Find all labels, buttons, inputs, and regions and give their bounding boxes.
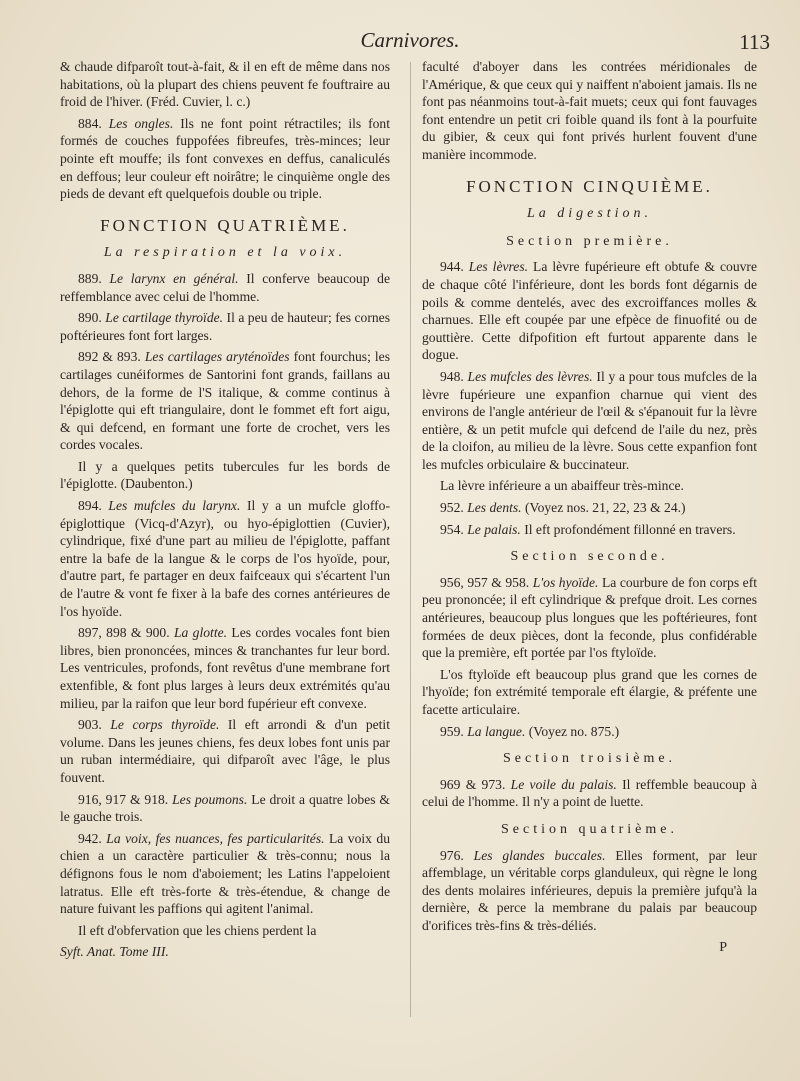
paragraph-976 xyxy=(422,847,757,935)
paragraph-956 xyxy=(422,574,757,662)
para-text: Il eft profondément fillonné en travers. xyxy=(520,521,736,537)
para-title: La langue. xyxy=(467,723,526,739)
para-text: Il eft arrondi & d'un petit volume. Dans les jeunes chiens, fes deux lobes font unis par un ruban intermédiaire, qui difparoît avec l'âge, le plus fouvent. xyxy=(60,717,390,785)
para-number: 892 & 893. xyxy=(78,349,141,365)
para-number: 884. xyxy=(78,115,102,131)
para-number: 969 & 973. xyxy=(440,776,506,792)
para-title: Les cartilages aryténoïdes xyxy=(144,349,290,365)
paragraph: Il y a quelques petits tubercules fur les bords de l'épiglotte. (Daubenton.) xyxy=(60,458,390,492)
para-title: Le palais. xyxy=(467,521,521,537)
para-number: 956, 957 & 958. xyxy=(440,574,530,590)
para-number: 959. xyxy=(440,723,464,739)
para-text: La lèvre fupérieure eft obtufe & couvre de chaque côté l'inférieure, dont les bords font dégarnis de poils & comme dentelés, avec des excroiffances molles & charnues. Elle eft coupée par une efpèce de finuofité ou de gouttière. Cette difpofition eft furtout apparente dans le dogue. xyxy=(422,259,757,363)
para-title: Les poumons. xyxy=(172,791,248,807)
para-text: La courbure de fon corps eft peu prononcée; il eft cylindrique & prefque droit. Les cornes antérieures, beaucoup plus longues que les poftérieures, font formées de deux pièces, dont la feconde, plus confidérable que la première, eft portée par l'os ftyloïde. xyxy=(422,574,757,661)
para-number: 948. xyxy=(440,368,464,384)
section-subheading: La respiration et la voix. xyxy=(103,245,347,261)
para-number: 916, 917 & 918. xyxy=(78,791,169,807)
paragraph: faculté d'aboyer dans les contrées méridionales de l'Amérique, & que ceux qui y naiffent n'aboient jamais. Ils ne font pas néanmoins tout-à-fait muets; ceux qui font fauvages font entendre un petit cri foible quand ils font à la pourfuite du gibier, & ceux qui font privés hurlent fouvent d'une manière incommode. xyxy=(422,59,757,162)
paragraph-903 xyxy=(60,716,390,786)
para-number: 952. xyxy=(440,500,464,516)
paragraph-889 xyxy=(60,270,390,305)
para-number: 897, 898 & 900. xyxy=(78,625,170,641)
signature-mark: P xyxy=(719,939,727,955)
para-text: Elles forment, par leur affemblage, un véritable corps glanduleux, qui règne le long des dents molaires inférieures, depuis la première jufqu'à la dernière, & perce la membrane du palais par beaucoup d'orifices très-fins & très-déliés. xyxy=(422,847,757,933)
para-title: La glotte. xyxy=(173,625,228,641)
para-number: 894. xyxy=(78,498,102,514)
para-title: Les lèvres. xyxy=(468,259,529,275)
paragraph-959 xyxy=(422,723,757,741)
left-column xyxy=(60,58,390,965)
section-heading: FONCTION CINQUIÈME. xyxy=(466,176,713,196)
paragraph: & chaude difparoît tout-à-fait, & il en eft de même dans nos habitations, où la plupart des chiens peuvent fe fouftraire au froid de l'hiver. (Fréd. Cuvier, l. c.) xyxy=(60,59,390,110)
page-number: 113 xyxy=(739,30,770,54)
para-number: 889. xyxy=(78,270,102,286)
paragraph-948 xyxy=(422,368,757,474)
paragraph-897 xyxy=(60,624,390,712)
para-number: 942. xyxy=(78,830,102,846)
paragraph-884 xyxy=(60,115,390,203)
page-header xyxy=(60,18,770,58)
paragraph-942 xyxy=(60,830,390,918)
subsection-heading: Section seconde. xyxy=(510,549,669,565)
paragraph-954 xyxy=(422,521,757,539)
para-title: Le voile du palais. xyxy=(510,776,617,792)
para-number: 976. xyxy=(440,847,464,863)
subsection-heading: Section quatrième. xyxy=(501,821,678,837)
para-title: Les mufcles des lèvres. xyxy=(467,368,593,384)
para-text: font fourchus; les cartilages cunéiformes de Santorini font grands, faillans au dehors, de la forme de l'S italique, & comme continus à l'épiglotte qui eft triangulaire, dont le fommet eft fort aigu, & qui defcend, en formant une forte de crochet, vers les cordes vocales. xyxy=(60,349,390,453)
para-text: (Voyez no. 875.) xyxy=(525,723,620,739)
subsection-heading: Section troisième. xyxy=(502,751,677,767)
section-subheading: La digestion. xyxy=(526,206,653,222)
para-text: La voix du chien a un caractère particulier & très-connu; nous la défignons fous le nom d'aboiement; les Latins l'appeloient latratus. Elle eft très-forte & très-étendue, & change de nature fuivant les paffions qui agitent l'animal. xyxy=(60,830,390,917)
para-text: Il reffemble beaucoup à celui de l'homme. Il n'y a point de luette. xyxy=(422,776,757,810)
para-text: Ils ne font point rétractiles; ils font formés de couches fuppofées fibreufes, très-minces; leur pointe eft mouffe; ils font convexes en deffus, canaliculés en deffous; leur couleur eft noirâtre; le cinquième ongle des pieds de devant eft quelquefois double ou triple. xyxy=(60,115,390,202)
para-number: 903. xyxy=(78,717,102,733)
footer-signature: Syft. Anat. Tome III. xyxy=(60,944,169,960)
paragraph-892 xyxy=(60,348,390,454)
para-title: Le cartilage thyroïde. xyxy=(105,310,224,326)
paragraph: La lèvre inférieure a un abaiffeur très-mince. xyxy=(440,478,684,494)
para-number: 890. xyxy=(78,310,102,326)
para-title: Les glandes buccales. xyxy=(473,847,606,863)
para-text: Le droit a quatre lobes & le gauche trois. xyxy=(60,791,390,825)
paragraph-916 xyxy=(60,791,390,826)
paragraph-969 xyxy=(422,776,757,811)
para-title: Les mufcles du larynx. xyxy=(108,498,241,514)
para-text: Il y a un mufcle gloffo-épiglottique (Vicq-d'Azyr), ou hyo-épiglottien (Cuvier), cylindrique, fixé d'une part au milieu de l'épiglotte, paffant entre la bafe de la langue & le corps de l'os hyoïde, pour, d'autre part, fe partager en deux faifceaux qui s'écartent l'un de l'autre & vont fe fixer à la bafe des cornes antérieures de l'os hyoïde. xyxy=(60,498,390,619)
para-title: Les dents. xyxy=(467,500,522,516)
para-title: La voix, fes nuances, fes particularités. xyxy=(106,830,325,846)
para-text: Il y a pour tous mufcles de la lèvre fupérieure une expanfion charnue qui vient des environs de l'angle antérieur de l'œil & s'épanouit fur la lèvre entière, & un petit mufcle qui defcend de l'aile du nez, près de la cloifon, au milieu de la lèvre. Sous cette expanfion font les mufcles orbiculaire & buccinateur. xyxy=(422,368,758,472)
para-number: 944. xyxy=(440,259,464,275)
subsection-heading: Section première. xyxy=(506,233,673,249)
paragraph-944 xyxy=(422,258,757,364)
column-divider xyxy=(410,62,411,1017)
running-title: Carnivores. xyxy=(360,28,460,52)
section-heading: FONCTION QUATRIÈME. xyxy=(100,215,350,235)
para-title: Les ongles. xyxy=(108,115,174,131)
para-text: Les cordes vocales font bien libres, bien prononcées, minces & tranchantes fur leur bord. Les ventricules, profonds, font revêtus d'une membrane fort extenfible, & font plus larges à leurs deux extrémités qu'au milieu, par la raifon que leur bord fupérieur eft convexe. xyxy=(60,625,390,711)
para-title: Le corps thyroïde. xyxy=(110,717,220,733)
paragraph: L'os ftyloïde eft beaucoup plus grand que les cornes de l'hyoïde; fon extrémité temporale eft élargie, & préfente une facette articulaire. xyxy=(422,666,757,717)
right-column xyxy=(422,58,757,956)
para-text: Il a peu de hauteur; fes cornes poftérieures font fort larges. xyxy=(60,310,390,343)
para-number: 954. xyxy=(440,521,464,537)
para-title: Le larynx en général. xyxy=(109,270,239,286)
para-text: (Voyez nos. 21, 22, 23 & 24.) xyxy=(521,500,686,516)
paragraph-952 xyxy=(422,499,757,517)
para-text: Il conferve beaucoup de reffemblance avec celui de l'homme. xyxy=(60,270,390,304)
paragraph-894 xyxy=(60,497,390,620)
paragraph-890 xyxy=(60,309,390,344)
para-title: L'os hyoïde. xyxy=(532,574,599,590)
paragraph: Il eft d'obfervation que les chiens perdent la xyxy=(78,922,317,938)
